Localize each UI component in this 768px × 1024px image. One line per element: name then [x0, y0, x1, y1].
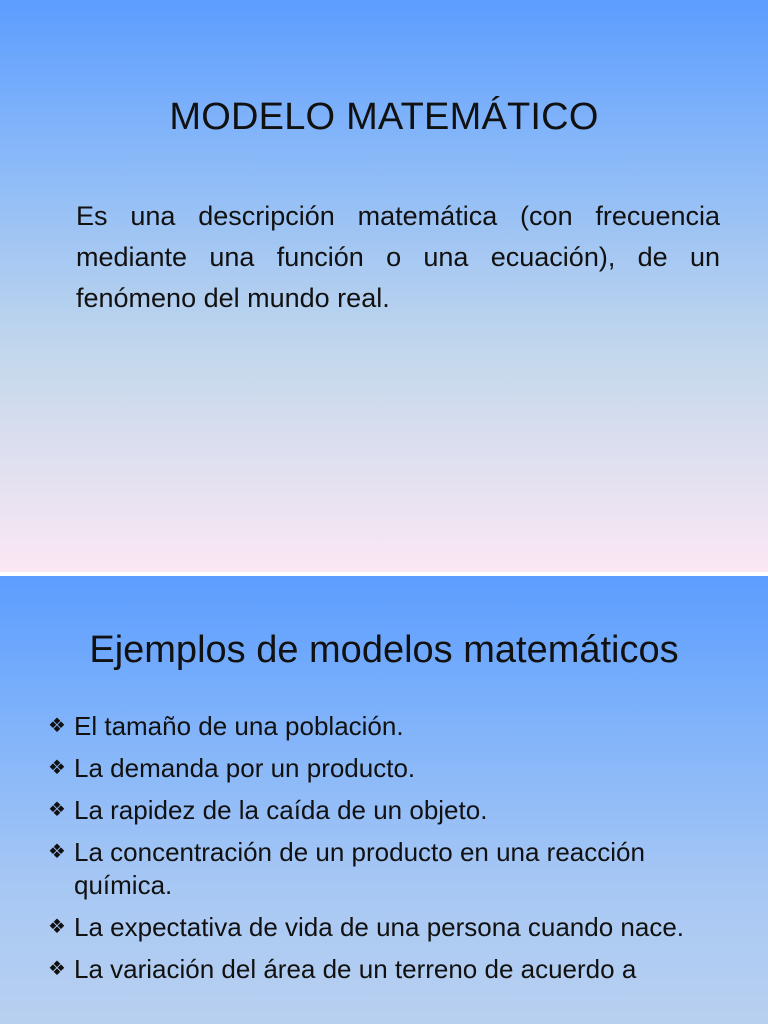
four-diamond-bullet-icon: ❖ [48, 757, 66, 779]
examples-list [48, 710, 738, 995]
slide-title: Ejemplos de modelos matemáticos [89, 629, 679, 671]
slide-2 [0, 576, 768, 1024]
list-item-text: La demanda por un producto. [74, 753, 416, 783]
list-item [48, 953, 738, 986]
list-item [48, 752, 738, 785]
list-item [48, 710, 738, 743]
four-diamond-bullet-icon: ❖ [48, 799, 66, 821]
four-diamond-bullet-icon: ❖ [48, 715, 66, 737]
list-item [48, 836, 738, 902]
list-item-text: La concentración de un producto en una reacción química. [74, 837, 645, 900]
list-item-text: La rapidez de la caída de un objeto. [74, 795, 488, 825]
four-diamond-bullet-icon: ❖ [48, 958, 66, 980]
list-item [48, 911, 738, 944]
list-item [48, 794, 738, 827]
definition-paragraph: Es una descripción matemática (con frecuencia mediante una función o una ecuación), de un fenómeno del mundo real. [76, 201, 720, 313]
slide-title: MODELO MATEMÁTICO [169, 96, 599, 138]
list-item-text: El tamaño de una población. [74, 711, 404, 741]
four-diamond-bullet-icon: ❖ [48, 916, 66, 938]
list-item-text: La variación del área de un terreno de acuerdo a [74, 954, 637, 984]
list-item-text: La expectativa de vida de una persona cuando nace. [74, 912, 685, 942]
four-diamond-bullet-icon: ❖ [48, 841, 66, 863]
